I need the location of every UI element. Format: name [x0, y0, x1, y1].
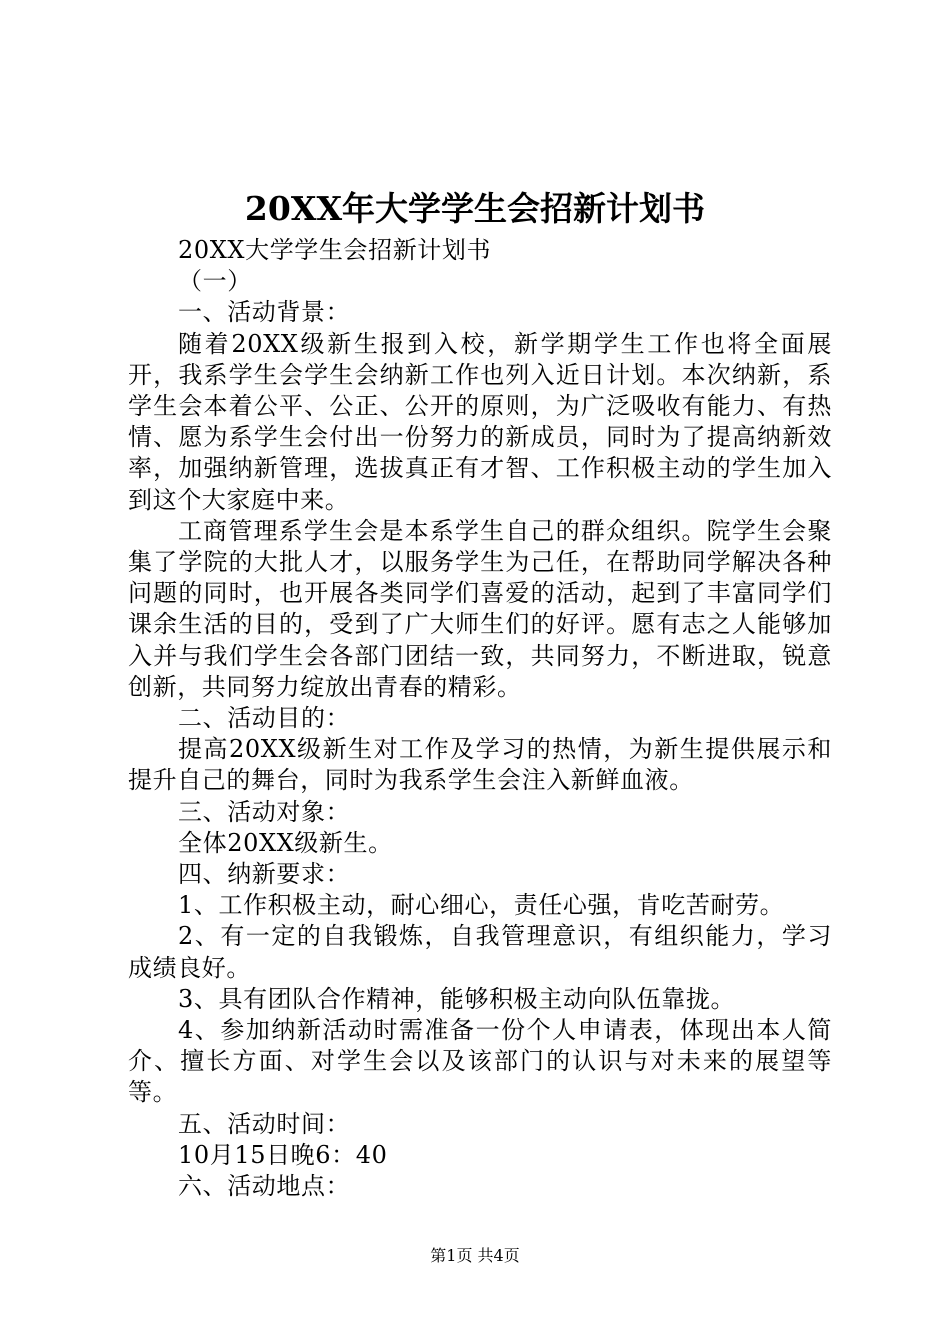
section-heading-location: 六、活动地点： — [178, 1172, 351, 1201]
section-heading-purpose: 二、活动目的： — [178, 704, 351, 733]
section-heading-audience: 三、活动对象： — [178, 797, 351, 826]
background-paragraph-2: 工商管理系学生会是本系学生自己的群众组织。院学生会聚集了学院的大批人才，以服务学生为己任，在帮助同学解决各种问题的同时，也开展各类同学们喜爱的活动，起到了丰富同学们课余生活的目的，受到了广大师生们的好评。愿有志之人能够加入并与我们学生会各部门团结一致，共同努力，不断进取，锐意创新，共同努力绽放出青春的精彩。 — [128, 516, 832, 701]
requirement-item-4: 4、参加纳新活动时需准备一份个人申请表，体现出本人简介、擅长方面、对学生会以及该部门的认识与对未来的展望等等。 — [128, 1016, 832, 1107]
requirement-item-3: 3、具有团队合作精神，能够积极主动向队伍靠拢。 — [178, 984, 736, 1013]
part-label: （一） — [178, 267, 252, 296]
document-body — [128, 235, 832, 1202]
section-heading-time: 五、活动时间： — [178, 1109, 351, 1138]
background-paragraph-1: 随着20XX级新生报到入校，新学期学生工作也将全面展开，我系学生会学生会纳新工作也列入近日计划。本次纳新，系学生会本着公平、公正、公开的原则，为广泛吸收有能力、有热情、愿为系学生会付出一份努力的新成员，同时为了提高纳新效率，加强纳新管理，选拔真正有才智、工作积极主动的学生加入到这个大家庭中来。 — [128, 329, 832, 514]
purpose-paragraph: 提高20XX级新生对工作及学习的热情，为新生提供展示和提升自己的舞台，同时为我系学生会注入新鲜血液。 — [128, 735, 832, 795]
requirement-item-2: 2、有一定的自我锻炼，自我管理意识，有组织能力，学习成绩良好。 — [128, 922, 832, 982]
section-heading-background: 一、活动背景： — [178, 298, 351, 327]
requirement-item-1: 1、工作积极主动，耐心细心，责任心强，肯吃苦耐劳。 — [178, 891, 785, 920]
time-paragraph: 10月15日晚6：40 — [178, 1140, 388, 1169]
audience-paragraph: 全体20XX级新生。 — [178, 828, 393, 857]
page-footer: 第1页 共4页 — [430, 1246, 520, 1265]
subtitle-paragraph: 20XX大学学生会招新计划书 — [178, 236, 492, 264]
document-title: 20XX年大学学生会招新计划书 — [244, 189, 706, 228]
section-heading-requirements: 四、纳新要求： — [178, 860, 351, 889]
